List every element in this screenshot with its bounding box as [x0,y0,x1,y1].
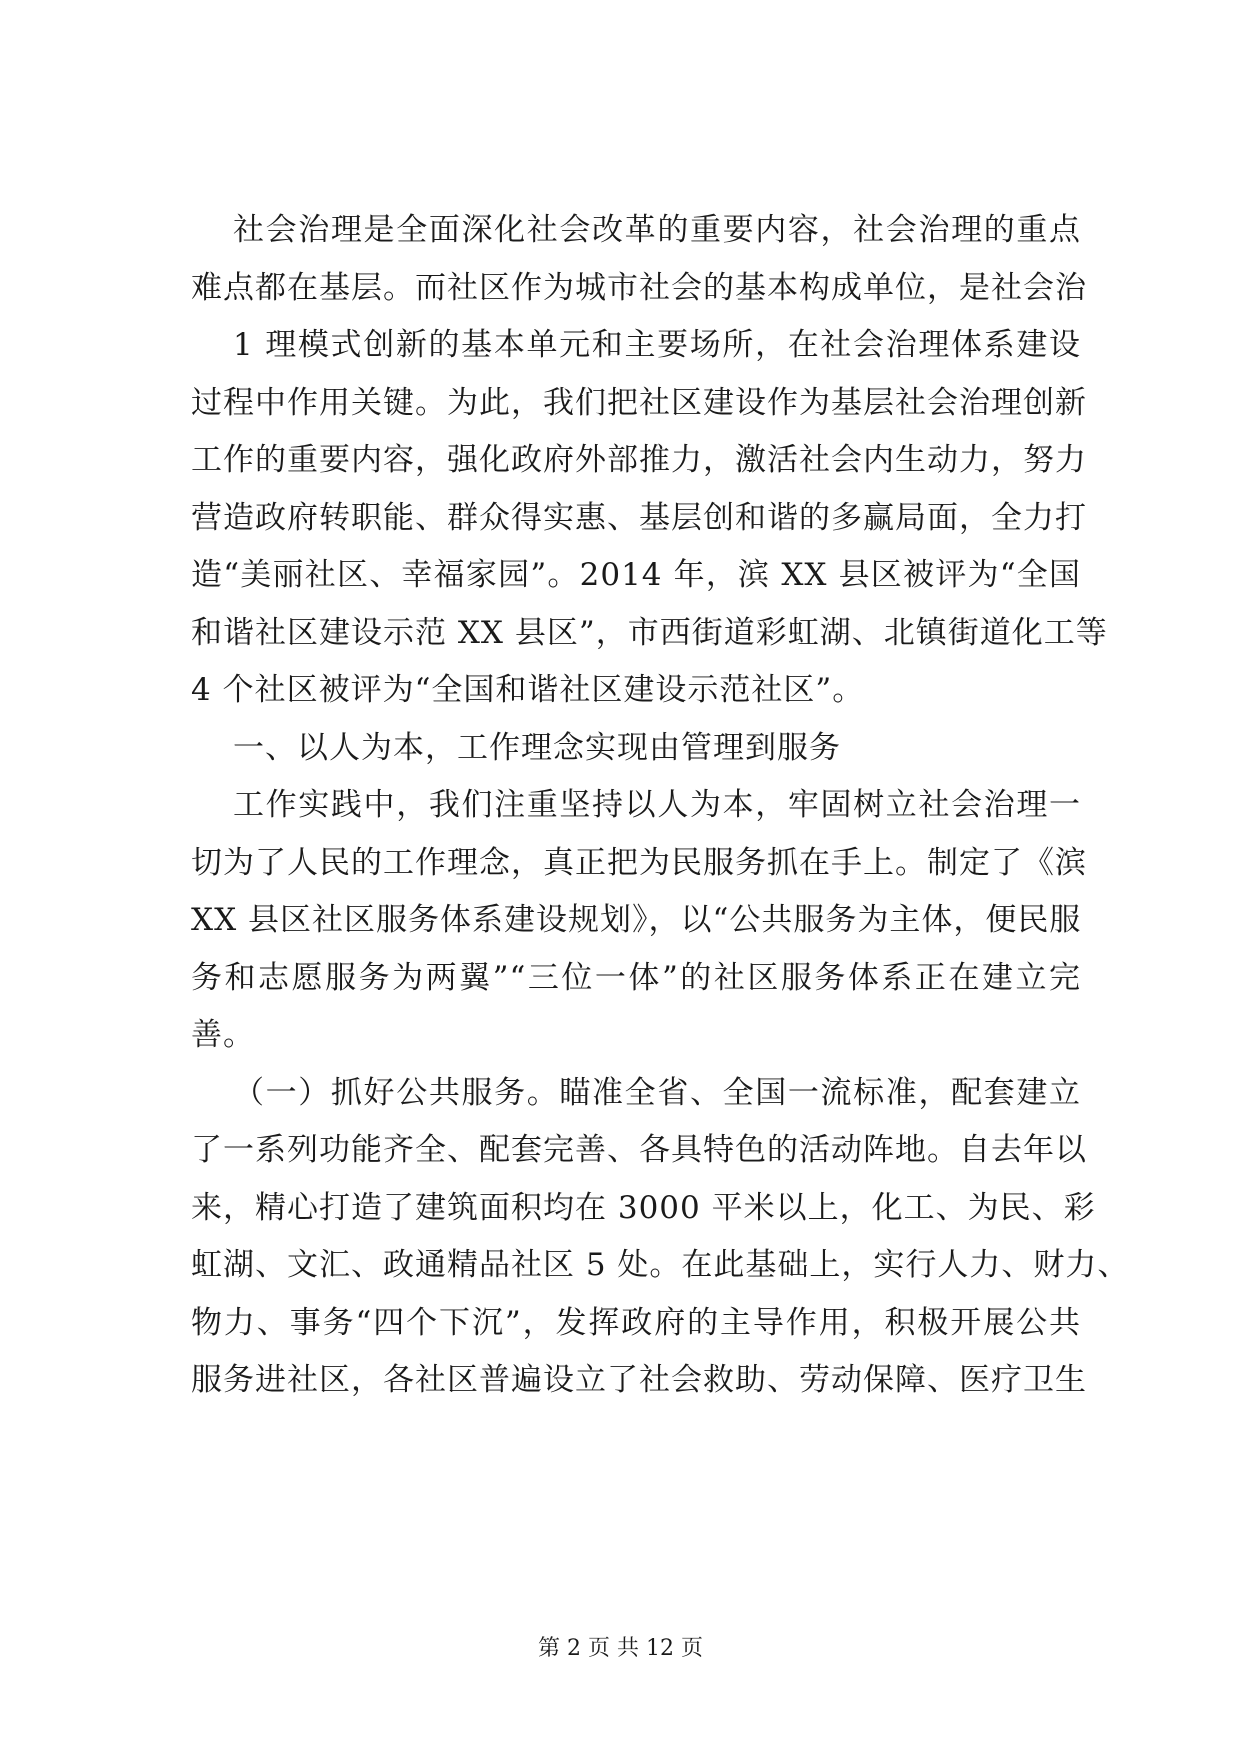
text-line: 虹湖、文汇、政通精品社区 5 处。在此基础上，实行人力、财力、 [191,1247,1130,1283]
text-line: XX 县区社区服务体系建设规划》，以“公共服务为主体，便民服 [191,902,1082,938]
text-line: 物力、事务“四个下沉”，发挥政府的主导作用，积极开展公共 [191,1305,1081,1341]
text-line: 工作的重要内容，强化政府外部推力，激活社会内生动力，努力 [191,442,1087,478]
text-line: 和谐社区建设示范 XX 县区”，市西街道彩虹湖、北镇街道化工等 [191,615,1108,651]
text-line: 4 个社区被评为“全国和谐社区建设示范社区”。 [191,672,865,708]
text-line: 善。 [191,1017,255,1053]
text-line: 切为了人民的工作理念，真正把为民服务抓在手上。制定了《滨 [191,845,1087,881]
text-line: 务和志愿服务为两翼”“三位一体”的社区服务体系正在建立完 [191,960,1081,996]
text-line: 工作实践中，我们注重坚持以人为本，牢固树立社会治理一 [233,787,1081,823]
text-line: 服务进社区，各社区普遍设立了社会救助、劳动保障、医疗卫生 [191,1362,1087,1398]
text-line: 社会治理是全面深化社会改革的重要内容，社会治理的重点 [233,212,1081,248]
text-line: 过程中作用关键。为此，我们把社区建设作为基层社会治理创新 [191,385,1087,421]
text-line: 来，精心打造了建筑面积均在 3000 平米以上，化工、为民、彩 [191,1190,1096,1226]
section-heading: 一、以人为本，工作理念实现由管理到服务 [233,730,841,766]
subsection-line: （一）抓好公共服务。瞄准全省、全国一流标准，配套建立 [233,1075,1081,1111]
text-line: 1 理模式创新的基本单元和主要场所，在社会治理体系建设 [233,327,1081,363]
page-number-footer: 第 2 页 共 12 页 [538,1636,703,1661]
text-line: 了一系列功能齐全、配套完善、各具特色的活动阵地。自去年以 [191,1132,1087,1168]
text-line: 造“美丽社区、幸福家园”。2014 年，滨 XX 县区被评为“全国 [191,557,1081,593]
text-line: 难点都在基层。而社区作为城市社会的基本构成单位，是社会治 [191,270,1087,306]
text-line: 营造政府转职能、群众得实惠、基层创和谐的多赢局面，全力打 [191,500,1087,536]
